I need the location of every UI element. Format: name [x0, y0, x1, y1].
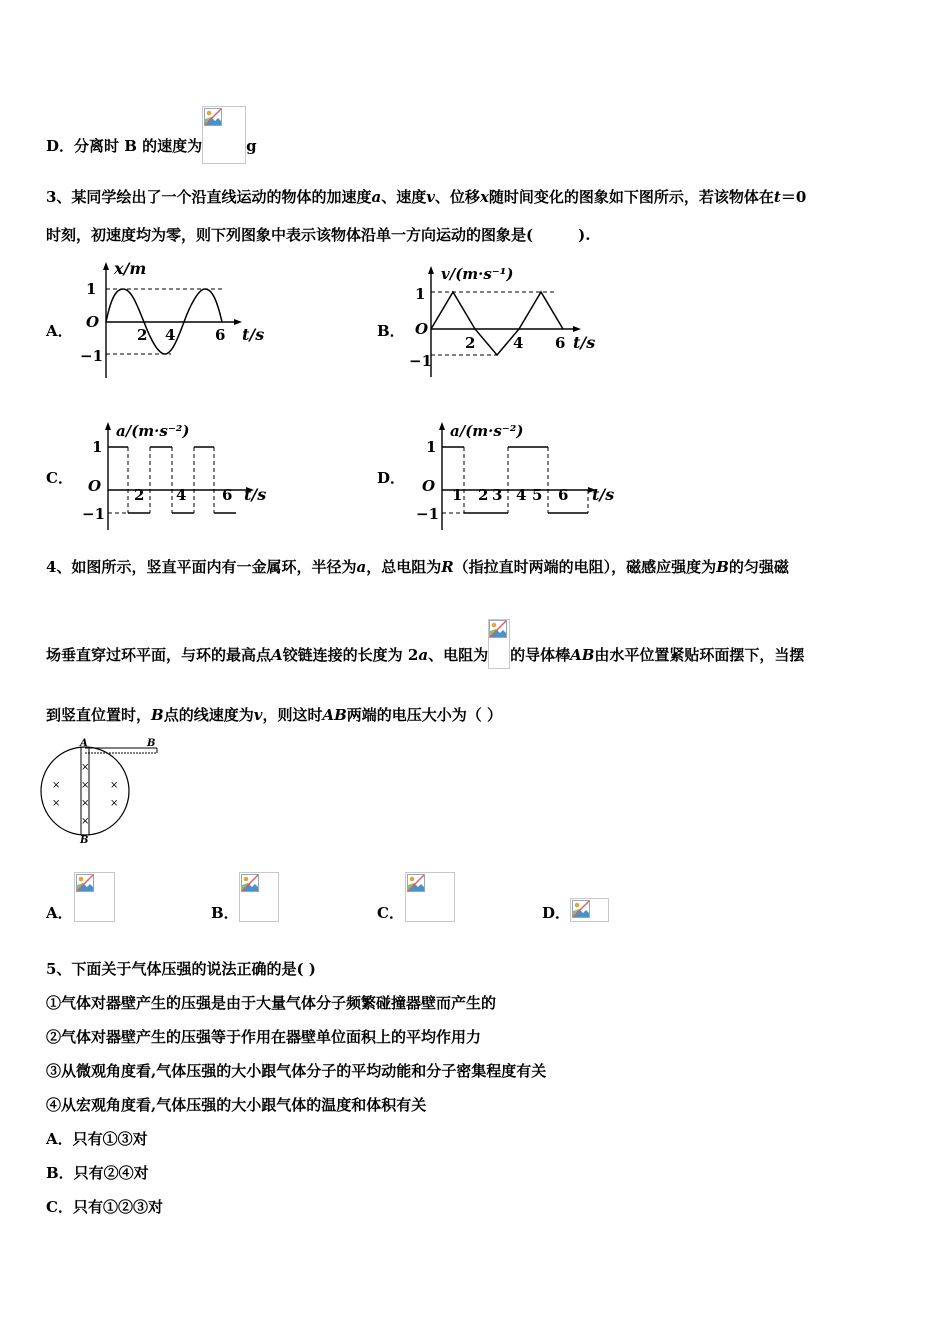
graph-b-ylabel: v/(m·s⁻¹) [441, 265, 514, 283]
ring-label-b-bottom: B [80, 835, 89, 846]
q4-var-B: B [151, 706, 164, 724]
q3-stem-line2: 时刻，初速度均为零，则下列图象中表示该物体沿单一方向运动的图象是( ). [46, 226, 591, 244]
q3-var-a: a [371, 188, 382, 206]
field-cross: × [81, 798, 90, 809]
graph-d-tick-2: 2 [478, 486, 489, 504]
graph-c-tick-6: 6 [222, 486, 233, 504]
graph-c-ylabel: a/(m·s⁻²) [116, 422, 190, 440]
q4-text-4: 的匀强磁 [728, 558, 789, 576]
q4-option-a-image [74, 872, 115, 922]
q3-rest: 随时间变化的图象如下图所示，若该物体在 [488, 188, 774, 206]
graph-c-xlabel: t/s [244, 485, 267, 504]
q4-option-d-label: D． [542, 904, 571, 922]
q2-option-d [46, 128, 257, 156]
graph-d-tick-1: 1 [452, 486, 463, 504]
q4-var-v: v [253, 706, 263, 724]
q5-statement-3: ③从微观角度看,气体压强的大小跟气体分子的平均动能和分子密集程度有关 [46, 1062, 547, 1080]
field-cross: × [81, 762, 90, 773]
q4-option-b-image [239, 872, 279, 922]
q5-option-b: B．只有②④对 [46, 1164, 149, 1182]
q3-stem-text: 3、某同学绘出了一个沿直线运动的物体的加速度 [46, 188, 372, 206]
graph-d-tick-4: 4 [516, 486, 527, 504]
q4-text-8: 的导体棒 [510, 646, 571, 664]
graph-b-vt [405, 262, 610, 382]
q4-text-6: 铰链连接的长度为 2 [282, 646, 419, 664]
q4-var-a: a [356, 558, 367, 576]
q4-text-1: 4、如图所示，竖直平面内有一金属环，半径为 [46, 558, 357, 576]
q4-option-a [46, 902, 73, 923]
graph-b-origin: O [415, 320, 429, 338]
broken-image-icon [572, 900, 590, 918]
graph-b-tick-6: 6 [555, 334, 566, 352]
q4-var-a2: a [418, 646, 429, 664]
q4-stem-line3 [46, 705, 502, 725]
q4-option-d-image [570, 898, 609, 922]
q4-text-2: ，总电阻为 [366, 558, 442, 576]
q3-sep1: 、速度 [381, 188, 427, 206]
q5-statement-1: ①气体对器壁产生的压强是由于大量气体分子频繁碰撞器壁而产生的 [46, 994, 497, 1012]
broken-image-icon [204, 108, 222, 126]
field-cross: × [81, 816, 90, 827]
q3-option-c-label: C． [46, 469, 73, 487]
graph-a-ylabel: x/m [114, 259, 147, 278]
q5-option-a: A．只有①③对 [46, 1130, 148, 1148]
graph-a-xlabel: t/s [242, 325, 265, 344]
q4-ring-figure [40, 736, 165, 848]
q3-sep2: 、位移 [434, 188, 480, 206]
q4-text-3: （指拉直时两端的电阻），磁感应强度为 [453, 558, 717, 576]
field-cross: × [110, 798, 119, 809]
graph-b-yneg: −1 [409, 352, 433, 370]
q4-option-b-label: B． [211, 904, 239, 922]
q4-text-5: 场垂直穿过环平面，与环的最高点 [46, 646, 272, 664]
graph-a-tick-4: 4 [165, 326, 176, 344]
graph-c-yneg: −1 [82, 505, 106, 523]
q3-option-d-label: D． [377, 469, 406, 487]
graph-c-tick-2: 2 [134, 486, 145, 504]
q4-option-c-image [405, 872, 455, 922]
graph-a-ypos: 1 [86, 280, 97, 298]
q4-option-c-label: C． [377, 904, 404, 922]
q4-text-11: 点的线速度为 [163, 706, 254, 724]
q4-text-9: 由水平位置紧贴环面摆下，当摆 [594, 646, 805, 664]
q4-stem-line1 [46, 557, 789, 577]
graph-b-ypos: 1 [415, 285, 426, 303]
q4-text-13: 两端的电压大小为（ ） [346, 706, 503, 724]
q2-option-d-image [202, 106, 246, 164]
q5-statement-2: ②气体对器壁产生的压强等于作用在器壁单位面积上的平均作用力 [46, 1028, 482, 1046]
graph-a-xt [76, 258, 276, 383]
q4-var-AB: AB [570, 646, 595, 664]
q3-option-b-label: B． [377, 322, 405, 340]
graph-a-origin: O [86, 313, 100, 331]
q3-stem-line1 [46, 187, 806, 207]
graph-d-ypos: 1 [426, 438, 437, 456]
graph-d-origin: O [422, 477, 436, 495]
q4-text-12: ，则这时 [262, 706, 323, 724]
q4-text-10: 到竖直位置时， [46, 706, 152, 724]
graph-a-tick-6: 6 [215, 326, 226, 344]
graph-b-tick-4: 4 [513, 334, 524, 352]
field-cross: × [52, 798, 61, 809]
q3-var-x: x [479, 188, 489, 206]
ring-label-a: A [80, 738, 88, 749]
q5-title: 5、下面关于气体压强的说法正确的是( ) [46, 960, 316, 978]
graph-c-ypos: 1 [92, 438, 103, 456]
graph-c-tick-4: 4 [176, 486, 187, 504]
graph-d-at [412, 418, 622, 533]
q3-var-v: v [426, 188, 435, 206]
graph-b-xlabel: t/s [573, 333, 596, 352]
q2-option-d-suffix: g [246, 137, 257, 155]
broken-image-icon [407, 874, 425, 892]
graph-a-yneg: −1 [80, 347, 104, 365]
q4-option-c [377, 902, 404, 923]
graph-d-tick-6: 6 [558, 486, 569, 504]
q2-option-d-prefix: D．分离时 B 的速度为 [46, 137, 203, 155]
q4-text-7: 、电阻为 [428, 646, 489, 664]
graph-c-origin: O [88, 477, 102, 495]
graph-b-tick-2: 2 [465, 334, 476, 352]
graph-a-tick-2: 2 [137, 326, 148, 344]
q4-var-A: A [271, 646, 283, 664]
q4-var-b: B [716, 558, 729, 576]
q3-eq: ＝0 [780, 188, 807, 206]
q4-stem-line2 [46, 643, 804, 665]
q4-var-AB2: AB [322, 706, 347, 724]
graph-d-yneg: −1 [416, 505, 440, 523]
graph-d-ylabel: a/(m·s⁻²) [450, 422, 524, 440]
field-cross: × [110, 780, 119, 791]
field-cross: × [81, 780, 90, 791]
graph-c-at [78, 418, 278, 533]
q4-resistance-image [488, 619, 510, 669]
q4-var-r: R [441, 558, 454, 576]
q4-option-d [542, 902, 570, 923]
q4-option-b [211, 902, 239, 923]
graph-d-tick-3: 3 [492, 486, 503, 504]
q3-option-a-label: A． [46, 322, 73, 340]
broken-image-icon [241, 874, 259, 892]
graph-d-xlabel: t/s [592, 485, 615, 504]
broken-image-icon [76, 874, 94, 892]
q3-var-t: t [773, 188, 781, 206]
q5-option-c: C．只有①②③对 [46, 1198, 163, 1216]
q5-statement-4: ④从宏观角度看,气体压强的大小跟气体的温度和体积有关 [46, 1096, 427, 1114]
q4-option-a-label: A． [46, 904, 73, 922]
field-cross: × [52, 780, 61, 791]
graph-d-tick-5: 5 [532, 486, 543, 504]
broken-image-icon [489, 620, 507, 638]
ring-label-b-top: B [147, 738, 156, 749]
